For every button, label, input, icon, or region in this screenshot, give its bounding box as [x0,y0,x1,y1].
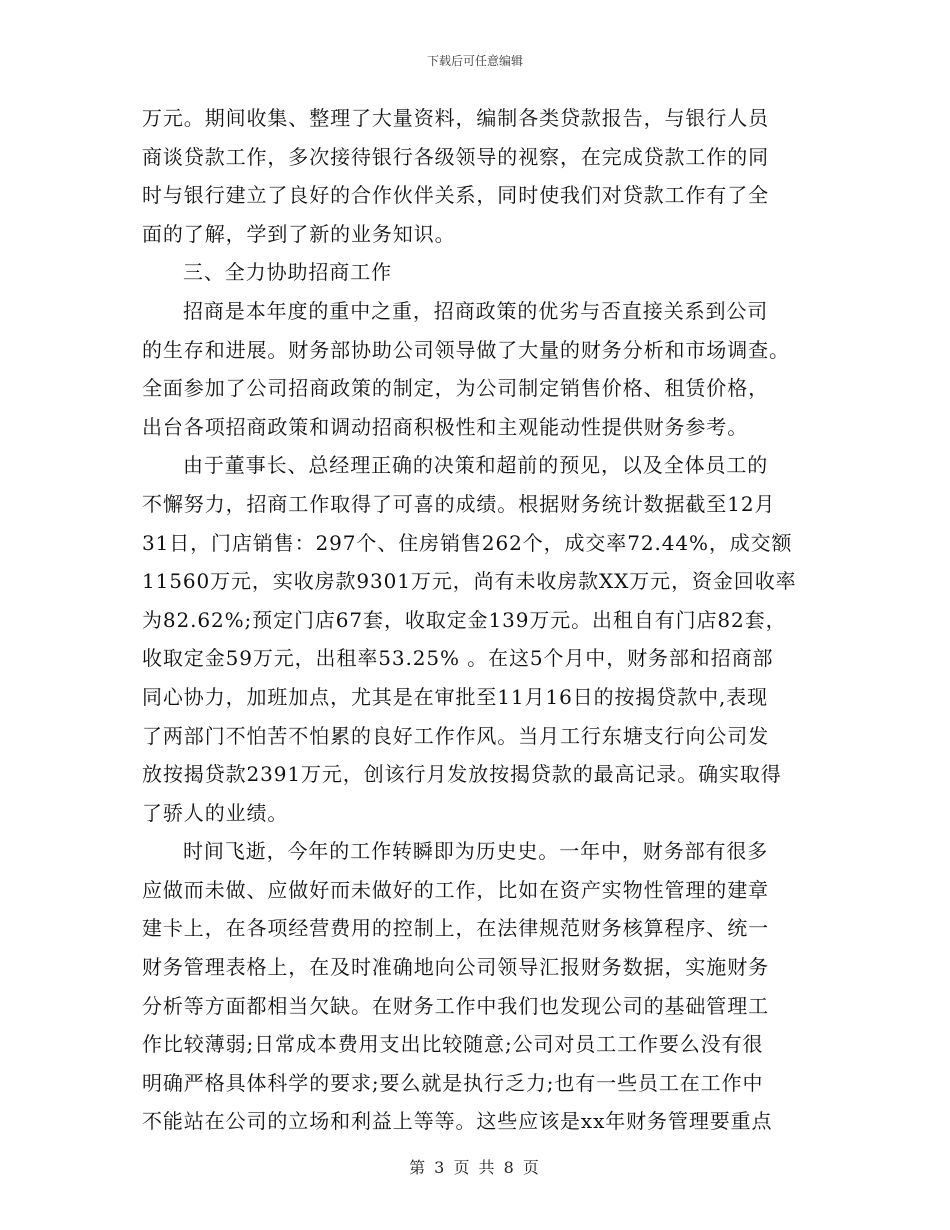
section-heading: 三、全力协助招商工作 [183,260,392,285]
text-line: 同心协力，加班加点，尤其是在审批至11月16日的按揭贷款中,表现 [142,684,769,709]
paragraph-start-line: 招商是本年度的重中之重，招商政策的优劣与否直接关系到公司 [183,298,769,323]
text-line: 11560万元，实收房款9301万元，尚有未收房款XX万元，资金回收率 [142,569,797,594]
text-line: 了骄人的业绩。 [142,800,289,825]
text-line: 收取定金59万元，出租率53.25% 。在这5个月中，财务部和招商部 [142,646,774,671]
text-line: 财务管理表格上，在及时准确地向公司领导汇报财务数据，实施财务 [142,955,769,980]
text-line: 商谈贷款工作，多次接待银行各级领导的视察，在完成贷款工作的同 [142,144,769,169]
text-line: 应做而未做、应做好而未做好的工作，比如在资产实物性管理的建章 [142,877,769,902]
paragraph-start-line: 由于董事长、总经理正确的决策和超前的预见，以及全体员工的 [183,453,769,478]
text-line: 万元。期间收集、整理了大量资料，编制各类贷款报告，与银行人员 [142,106,769,130]
text-line: 全面参加了公司招商政策的制定，为公司制定销售价格、租赁价格， [142,376,769,401]
page-number-footer: 第 3 页 共 8 页 [409,1158,541,1177]
page-header-note: 下载后可任意编辑 [426,54,523,68]
text-line: 的生存和进展。财务部协助公司领导做了大量的财务分析和市场调查。 [142,337,790,362]
text-line: 作比较薄弱;日常成本费用支出比较随意;公司对员工工作要么没有很 [142,1032,764,1057]
text-line: 放按揭贷款2391万元，创该行月发放按揭贷款的最高记录。确实取得 [142,762,782,787]
text-line: 不懈努力，招商工作取得了可喜的成绩。根据财务统计数据截至12月 [142,491,776,516]
text-line: 面的了解，学到了新的业务知识。 [142,221,456,246]
text-line: 31日，门店销售：297个、住房销售262个，成交率72.44%，成交额 [142,530,793,555]
text-line: 分析等方面都相当欠缺。在财务工作中我们也发现公司的基础管理工 [142,993,769,1018]
text-line: 不能站在公司的立场和利益上等等。这些应该是xx年财务管理要重点 [142,1109,773,1134]
text-line: 出台各项招商政策和调动招商积极性和主观能动性提供财务参考。 [142,414,749,439]
paragraph-start-line: 时间飞逝，今年的工作转瞬即为历史史。一年中，财务部有很多 [183,839,769,864]
text-line: 时与银行建立了良好的合作伙伴关系，同时使我们对贷款工作有了全 [142,183,769,208]
text-line: 了两部门不怕苦不怕累的良好工作作风。当月工行东塘支行向公司发 [142,723,769,748]
document-body [142,99,822,1141]
text-line: 建卡上，在各项经营费用的控制上，在法律规范财务核算程序、统一 [142,916,769,941]
text-line: 为82.62%;预定门店67套，收取定金139万元。出租自有门店82套， [142,607,787,632]
text-line: 明确严格具体科学的要求;要么就是执行乏力;也有一些员工在工作中 [142,1070,764,1095]
